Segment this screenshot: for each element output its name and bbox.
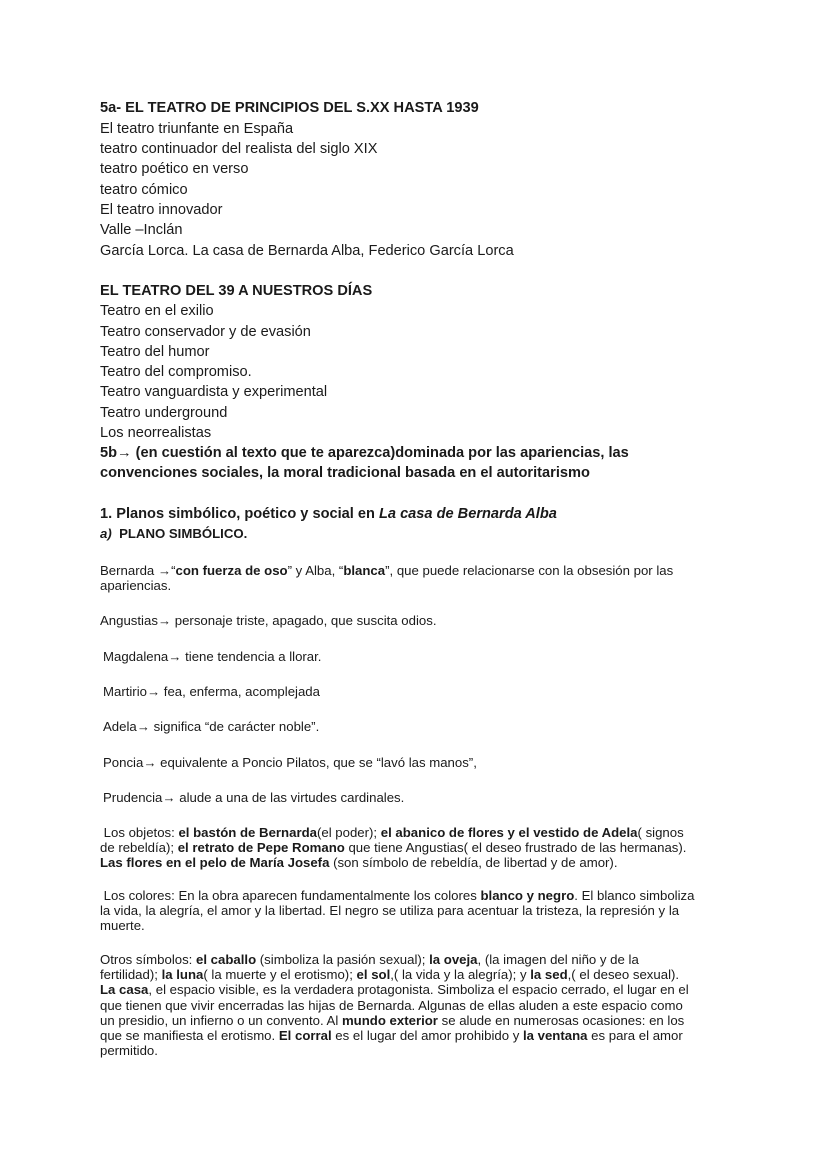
sub-title: PLANO SIMBÓLICO.	[119, 526, 248, 541]
planos-heading-prefix: 1. Planos simbólico, poético y social en	[100, 506, 379, 522]
objetos-paragraph	[100, 825, 740, 871]
text-run: que tiene Angustias( el deseo frustrado de las hermanas).	[344, 840, 687, 856]
text-run: permitido.	[100, 1043, 158, 1059]
colores-paragraph	[100, 888, 740, 934]
character-adela: Adela→ significa “de carácter noble”.	[103, 719, 320, 734]
text-run: un presidio, un infierno o un convento. Al	[100, 1012, 342, 1028]
bold-run: blanco y negro	[480, 888, 575, 903]
bold-run: el retrato de Pepe Romano	[177, 840, 345, 856]
bold-run: el caballo	[196, 952, 257, 967]
bold-run: el sol	[356, 967, 391, 983]
character-prudencia: Prudencia→ alude a una de las virtudes cardinales.	[103, 790, 405, 805]
character-martirio: Martirio→ fea, enferma, acomplejada	[103, 684, 320, 699]
text-run: ” y Alba, “	[287, 563, 344, 578]
text-run: que se manifiesta el erotismo.	[100, 1028, 279, 1044]
section-a-line: teatro poético en verso	[100, 161, 249, 177]
text-run: ,( la vida y la alegría); y	[390, 967, 531, 983]
bold-run: la sed	[530, 967, 568, 983]
section-b-line: Teatro del compromiso.	[100, 364, 252, 380]
bold-run: Las flores en el pelo de María Josefa	[100, 855, 330, 871]
section-a-line: teatro continuador del realista del siglo XIX	[100, 141, 378, 157]
text-run: ( signos	[637, 825, 684, 840]
section-b-line: Teatro en el exilio	[100, 303, 214, 319]
bold-run: la ventana	[522, 1028, 588, 1044]
section-a-line: El teatro innovador	[100, 202, 223, 218]
text-run: Otros símbolos:	[100, 952, 197, 967]
section-a-line: El teatro triunfante en España	[100, 121, 294, 137]
section-b-line: Teatro del humor	[100, 344, 210, 360]
bold-run: El corral	[278, 1028, 332, 1044]
text-run: (simboliza la pasión sexual);	[256, 952, 430, 967]
text-run: Los colores: En la obra aparecen fundamentalmente los colores	[103, 888, 481, 903]
bernarda-paragraph	[100, 563, 740, 593]
bold-run: blanca	[343, 563, 386, 578]
text-run: apariencias.	[100, 578, 172, 594]
text-run: fertilidad);	[100, 967, 162, 983]
section-b-line: Teatro conservador y de evasión	[100, 324, 311, 340]
text-run: de rebeldía);	[100, 840, 178, 856]
section-b-line: Teatro vanguardista y experimental	[100, 384, 328, 400]
text-run: ”, que puede relacionarse con la obsesión por las	[385, 563, 674, 578]
planos-heading-work: La casa de Bernarda Alba	[378, 506, 557, 522]
section-b-note: 5b→ (en cuestión al texto que te aparezca)dominada por las apariencias, las	[100, 445, 629, 461]
text-run: Bernarda →“	[100, 563, 176, 578]
bold-run: La casa	[100, 982, 149, 998]
section-a-title: 5a- EL TEATRO DE PRINCIPIOS DEL S.XX HASTA 1939	[100, 100, 479, 116]
section-a-line: García Lorca. La casa de Bernarda Alba, Federico García Lorca	[100, 243, 514, 259]
planos-heading	[100, 504, 557, 524]
text-run: que tienen que vivir encerradas las hijas de Bernarda. Algunas de ellas aluden a este espacio como	[100, 997, 683, 1013]
text-run: , (la imagen del niño y de la	[477, 952, 639, 967]
text-run: muerte.	[100, 918, 145, 934]
bold-run: mundo exterior	[341, 1012, 438, 1028]
bold-run: la oveja	[429, 952, 478, 967]
text-run: ( la muerte y el erotismo);	[203, 967, 357, 983]
text-run: es el lugar del amor prohibido y	[331, 1028, 523, 1044]
section-a-line: teatro cómico	[100, 182, 188, 198]
text-run: , el espacio visible, es la verdadera protagonista. Simboliza el espacio cerrado, el lugar en el	[148, 982, 689, 998]
text-run: la vida, la alegría, el amor y la libertad. El negro se utiliza para acentuar la tristeza, la represión y la	[100, 903, 680, 919]
section-a-line: Valle –Inclán	[100, 222, 183, 238]
bold-run: el abanico de flores y el vestido de Adela	[380, 825, 638, 840]
plano-simbolico-subheading	[100, 525, 247, 543]
sub-letter: a)	[100, 526, 112, 541]
section-b-line: Los neorrealistas	[100, 425, 212, 441]
section-b-line: Teatro underground	[100, 405, 228, 421]
text-run: es para el amor	[587, 1028, 683, 1044]
text-run: . El blanco simboliza	[574, 888, 695, 903]
text-run: se alude en numerosas ocasiones: en los	[437, 1012, 685, 1028]
otros-simbolos-paragraph	[100, 952, 740, 1058]
section-b-note: convenciones sociales, la moral tradicional basada en el autoritarismo	[100, 465, 590, 481]
character-magdalena: Magdalena→ tiene tendencia a llorar.	[103, 649, 322, 664]
text-run: (el poder);	[316, 825, 381, 840]
text-run: (son símbolo de rebeldía, de libertad y de amor).	[329, 855, 618, 871]
text-run: Los objetos:	[103, 825, 179, 840]
bold-run: con fuerza de oso	[175, 563, 288, 578]
text-run: ,( el deseo sexual).	[567, 967, 680, 983]
character-poncia: Poncia→ equivalente a Poncio Pilatos, que se “lavó las manos”,	[103, 755, 477, 770]
bold-run: el bastón de Bernarda	[178, 825, 317, 840]
bold-run: la luna	[161, 967, 204, 983]
character-angustias: Angustias→ personaje triste, apagado, que suscita odios.	[100, 613, 437, 628]
section-b-title: EL TEATRO DEL 39 A NUESTROS DÍAS	[100, 283, 373, 299]
